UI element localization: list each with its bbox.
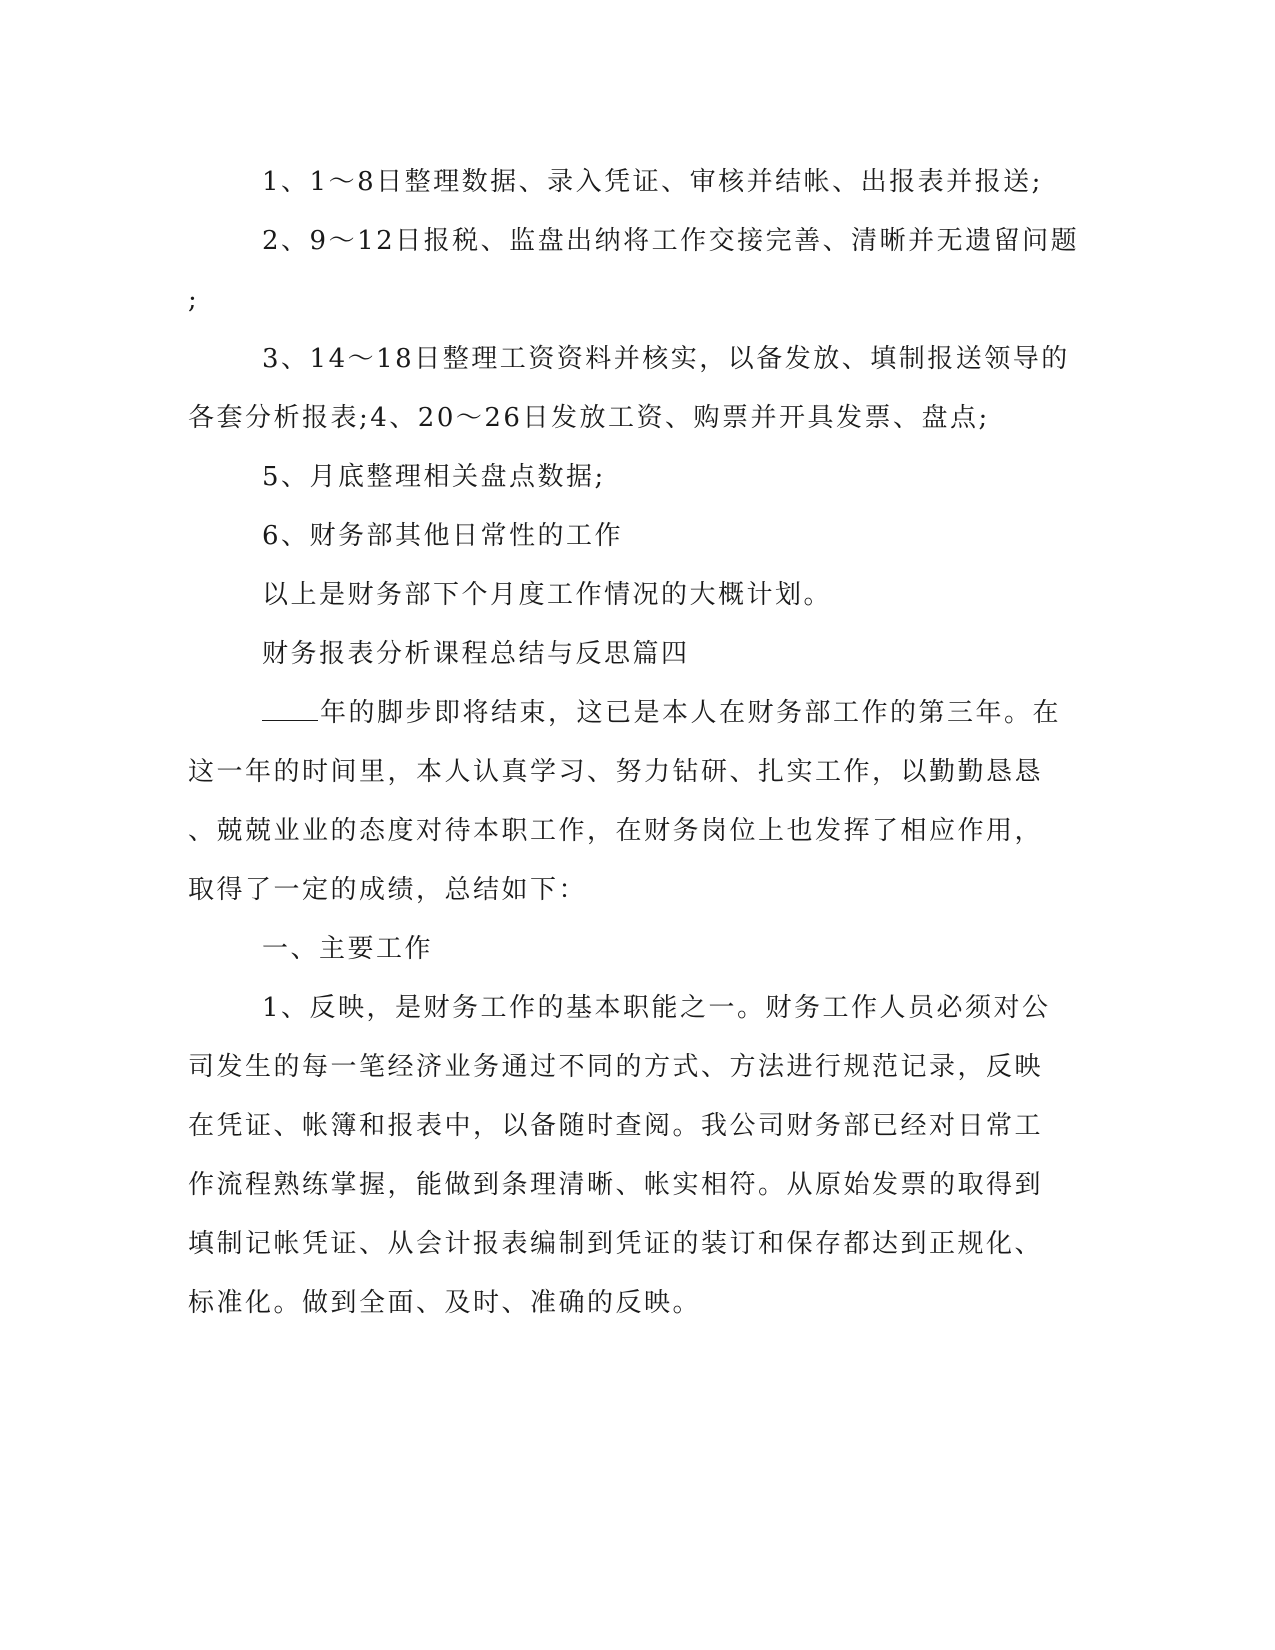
body-line-1: 1、反映，是财务工作的基本职能之一。财务工作人员必须对公 (262, 993, 1051, 1023)
plan-summary: 以上是财务部下个月度工作情况的大概计划。 (262, 580, 833, 610)
body-line-2: 司发生的每一笔经济业务通过不同的方式、方法进行规范记录，反映 (188, 1052, 1044, 1082)
body-line-4: 作流程熟练掌握，能做到条理清晰、帐实相符。从原始发票的取得到 (188, 1170, 1044, 1200)
plan-item-3: 3、14～18日整理工资资料并核实，以备发放、填制报送领导的 (262, 344, 1070, 374)
intro-line-3: 、兢兢业业的态度对待本职工作，在财务岗位上也发挥了相应作用， (188, 816, 1044, 846)
body-line-6: 标准化。做到全面、及时、准确的反映。 (188, 1288, 702, 1318)
fill-in-blank (262, 698, 318, 721)
heading-main-work: 一、主要工作 (262, 934, 434, 964)
plan-item-5: 5、月底整理相关盘点数据; (262, 462, 606, 492)
section-title: 财务报表分析课程总结与反思篇四 (262, 639, 690, 669)
plan-item-1: 1、1～8日整理数据、录入凭证、审核并结帐、出报表并报送; (262, 167, 1043, 197)
intro-line-1 (262, 696, 1162, 730)
plan-item-6: 6、财务部其他日常性的工作 (262, 521, 624, 551)
body-line-5: 填制记帐凭证、从会计报表编制到凭证的装订和保存都达到正规化、 (188, 1229, 1044, 1259)
intro-line-2: 这一年的时间里，本人认真学习、努力钻研、扎实工作，以勤勤恳恳 (188, 757, 1044, 787)
intro-line-1-text: 年的脚步即将结束，这已是本人在财务部工作的第三年。在 (320, 698, 1062, 728)
plan-item-2: 2、9～12日报税、监盘出纳将工作交接完善、清晰并无遗留问题 (262, 226, 1080, 256)
body-line-3: 在凭证、帐簿和报表中，以备随时查阅。我公司财务部已经对日常工 (188, 1111, 1044, 1141)
plan-item-2-continuation: ; (188, 285, 200, 315)
intro-line-4: 取得了一定的成绩，总结如下： (188, 875, 588, 905)
plan-item-3-4: 各套分析报表;4、20～26日发放工资、购票并开具发票、盘点; (188, 403, 990, 433)
